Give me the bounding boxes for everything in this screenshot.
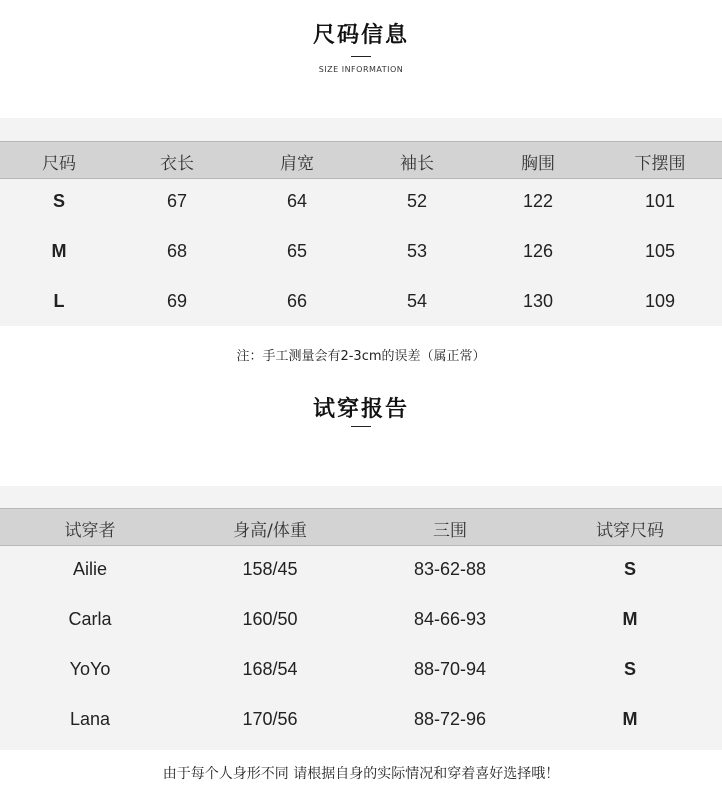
table-cell: 83-62-88 (413, 559, 487, 579)
fit-footer-note: 由于每个人身形不同 请根据自身的实际情况和穿着喜好选择哦！ (162, 766, 560, 782)
table-cell: S (52, 191, 65, 211)
title-divider (351, 56, 371, 57)
table-cell: 54 (406, 291, 428, 311)
table-cell: 88-72-96 (413, 709, 487, 729)
table-cell: 64 (286, 191, 308, 211)
column-header: 肩宽 (280, 154, 314, 174)
tryon-section-title: 试穿报告 (312, 397, 409, 422)
column-header: 尺码 (42, 154, 76, 174)
table-cell: 67 (166, 191, 188, 211)
table-cell: 84-66-93 (413, 609, 487, 629)
column-header: 下摆围 (634, 154, 686, 174)
table-cell: 101 (644, 191, 676, 211)
table-cell: Lana (69, 709, 111, 729)
table-cell: 69 (166, 291, 188, 311)
size-section-title: 尺码信息 (312, 23, 409, 48)
table-cell: 105 (644, 241, 676, 261)
column-header: 胸围 (521, 154, 555, 174)
table-cell: 109 (644, 291, 676, 311)
table-cell: YoYo (69, 659, 111, 679)
table-cell: M (622, 609, 638, 629)
table-cell: 122 (522, 191, 554, 211)
table-cell: M (622, 709, 638, 729)
table-cell: 126 (522, 241, 554, 261)
table-cell: 65 (286, 241, 308, 261)
table-cell: L (53, 291, 65, 311)
column-header: 三围 (433, 521, 467, 541)
column-header: 试穿者 (64, 521, 116, 541)
table-cell: 52 (406, 191, 428, 211)
table-cell: 130 (522, 291, 554, 311)
table-cell: 66 (286, 291, 308, 311)
title-divider (351, 426, 371, 427)
table-cell: 53 (406, 241, 428, 261)
table-cell: 170/56 (242, 709, 298, 729)
size-section-subtitle: SIZE INFORMATION (318, 65, 404, 74)
table-cell: 168/54 (242, 659, 298, 679)
table-cell: M (51, 241, 67, 261)
table-cell: S (623, 659, 636, 679)
table-cell: 68 (166, 241, 188, 261)
table-cell: 160/50 (242, 609, 298, 629)
column-header: 袖长 (400, 154, 434, 174)
table-cell: 158/45 (242, 559, 298, 579)
table-cell: Carla (68, 609, 112, 629)
table-cell: Ailie (72, 559, 107, 579)
column-header: 衣长 (160, 154, 194, 174)
table-cell: S (623, 559, 636, 579)
table-cell: 88-70-94 (413, 659, 487, 679)
measurement-note: 注：手工测量会有2-3cm的误差（属正常） (236, 349, 486, 364)
column-header: 试穿尺码 (596, 521, 664, 541)
column-header: 身高/体重 (233, 521, 307, 541)
